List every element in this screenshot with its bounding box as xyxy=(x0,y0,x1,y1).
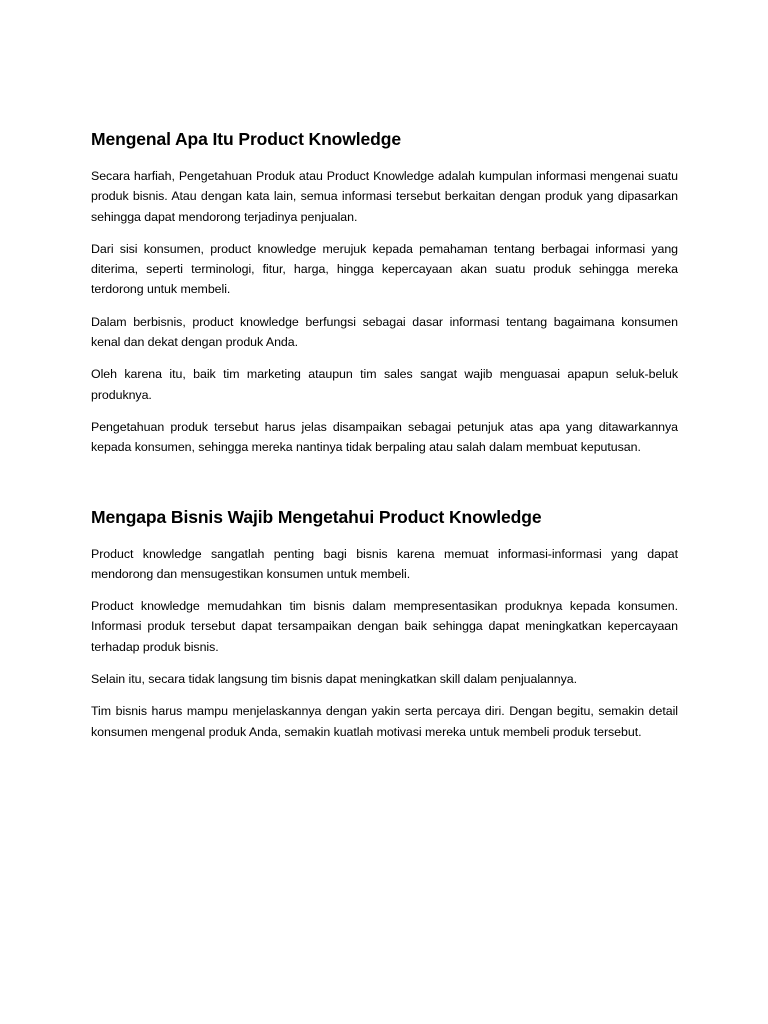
paragraph: Oleh karena itu, baik tim marketing ataupun tim sales sangat wajib menguasai apapun seluk-beluk produknya. xyxy=(91,367,678,402)
paragraph: Dalam berbisnis, product knowledge berfungsi sebagai dasar informasi tentang bagaimana konsumen kenal dan dekat dengan produk Anda. xyxy=(91,314,678,350)
paragraph: Product knowledge sangatlah penting bagi bisnis karena memuat informasi-informasi yang dapat mendorong dan mensugestikan konsumen untuk membeli. xyxy=(91,546,678,581)
document-body xyxy=(91,126,678,754)
paragraph: Dari sisi konsumen, product knowledge merujuk kepada pemahaman tentang berbagai informasi yang diterima, seperti terminologi, fitur, harga, hingga kepercayaan akan suatu produk sehingga mereka terdorong untuk membeli. xyxy=(91,241,678,297)
paragraph: Selain itu, secara tidak langsung tim bisnis dapat meningkatkan skill dalam penjualannya. xyxy=(91,672,577,687)
section-heading: Mengenal Apa Itu Product Knowledge xyxy=(91,129,401,149)
paragraph: Product knowledge memudahkan tim bisnis dalam mempresentasikan produknya kepada konsumen. Informasi produk tersebut dapat tersampaikan dengan baik sehingga dapat meningkatkan kepercayaan terhadap produk bisnis. xyxy=(91,599,678,654)
section-why-product-knowledge xyxy=(91,504,678,742)
paragraph: Pengetahuan produk tersebut harus jelas disampaikan sebagai petunjuk atas apa yang ditawarkannya kepada konsumen, sehingga mereka nantinya tidak berpaling atau salah dalam membuat keputusan. xyxy=(91,419,678,455)
section-product-knowledge-definition xyxy=(91,126,678,458)
paragraph: Tim bisnis harus mampu menjelaskannya dengan yakin serta percaya diri. Dengan begitu, semakin detail konsumen mengenal produk Anda, semakin kuatlah motivasi mereka untuk membeli produk tersebut. xyxy=(91,704,678,739)
paragraph: Secara harfiah, Pengetahuan Produk atau Product Knowledge adalah kumpulan informasi mengenai suatu produk bisnis. Atau dengan kata lain, semua informasi tersebut berkaitan dengan produk yang dipasarkan sehingga dapat mendorong terjadinya penjualan. xyxy=(91,169,678,224)
section-heading: Mengapa Bisnis Wajib Mengetahui Product Knowledge xyxy=(91,506,542,527)
